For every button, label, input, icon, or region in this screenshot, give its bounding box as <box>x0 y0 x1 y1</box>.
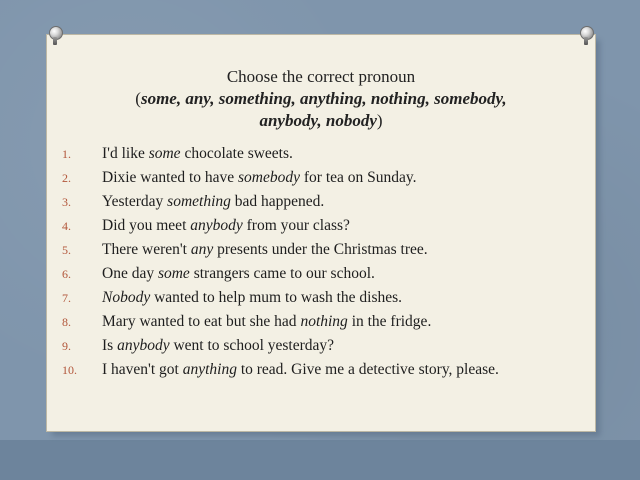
item-number: 3. <box>62 195 71 209</box>
answer-word: anybody <box>190 217 243 234</box>
title-pronoun-list-cont: anybody, nobody) <box>259 111 383 130</box>
item-number: 9. <box>62 339 71 353</box>
list-item <box>62 310 582 334</box>
answer-word: any <box>190 241 214 258</box>
item-sentence: I haven't got anything to read. Give me a detective story, please. <box>102 361 499 378</box>
item-number: 2. <box>62 171 71 185</box>
exercise-list <box>62 142 582 382</box>
list-item <box>62 358 582 382</box>
pushpin-icon <box>577 26 595 44</box>
list-item <box>62 166 582 190</box>
item-sentence: Yesterday something bad happened. <box>102 193 325 210</box>
item-sentence: Nobody wanted to help mum to wash the dishes. <box>102 289 403 306</box>
slide-title <box>46 66 596 132</box>
answer-word: Nobody <box>102 289 151 306</box>
list-item <box>62 334 582 358</box>
item-sentence: Dixie wanted to have somebody for tea on Sunday. <box>102 169 417 186</box>
list-item <box>62 190 582 214</box>
item-number: 1. <box>62 147 71 161</box>
item-sentence: There weren't any presents under the Christmas tree. <box>102 241 428 258</box>
item-number: 4. <box>62 219 71 233</box>
answer-word: anybody <box>117 337 170 354</box>
item-sentence: One day some strangers came to our school. <box>102 265 375 282</box>
item-sentence: I'd like some chocolate sweets. <box>102 145 293 162</box>
item-sentence: Mary wanted to eat but she had nothing in the fridge. <box>102 313 432 330</box>
title-pronoun-list: (some, any, something, anything, nothing, somebody, <box>135 89 507 108</box>
answer-word: some <box>157 265 190 282</box>
pushpin-icon <box>46 26 64 44</box>
list-item <box>62 286 582 310</box>
item-number: 8. <box>62 315 71 329</box>
item-number: 10. <box>62 363 77 377</box>
item-sentence: Did you meet anybody from your class? <box>102 217 350 234</box>
background-stripe <box>0 440 640 480</box>
answer-word: somebody <box>238 169 301 186</box>
item-number: 7. <box>62 291 71 305</box>
list-item <box>62 262 582 286</box>
title-heading: Choose the correct pronoun <box>226 67 416 86</box>
list-item <box>62 238 582 262</box>
answer-word: nothing <box>300 313 348 330</box>
answer-word: something <box>167 193 231 210</box>
answer-word: anything <box>182 361 237 378</box>
item-number: 5. <box>62 243 71 257</box>
item-number: 6. <box>62 267 71 281</box>
list-item <box>62 214 582 238</box>
list-item <box>62 142 582 166</box>
answer-word: some <box>148 145 185 162</box>
item-sentence: Is anybody went to school yesterday? <box>102 337 335 354</box>
